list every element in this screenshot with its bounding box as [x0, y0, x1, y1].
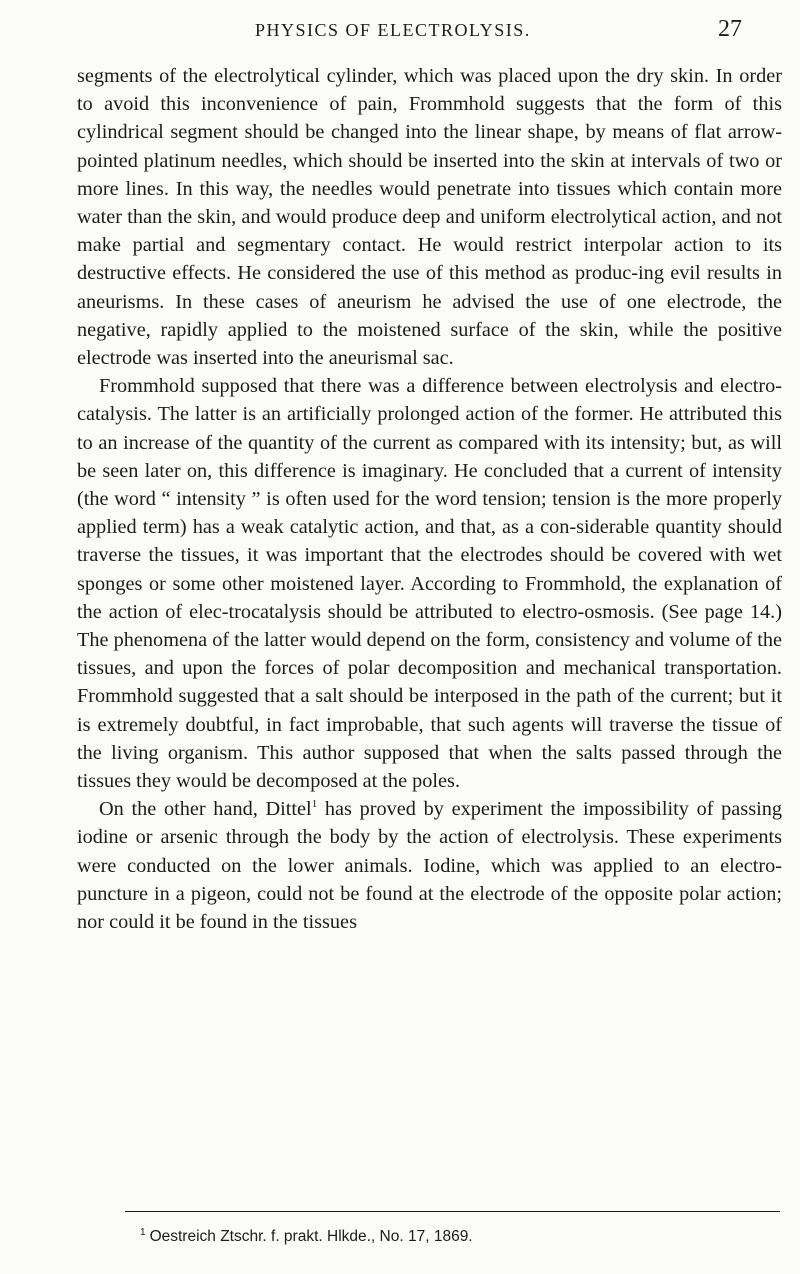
footnote-divider [125, 1211, 780, 1212]
paragraph-3 [77, 795, 782, 936]
footnote-reference: 1 [311, 798, 318, 811]
running-title: PHYSICS OF ELECTROLYSIS. [255, 20, 531, 40]
paragraph-2: Frommhold supposed that there was a difference between electrolysis and electro-catalysis. The latter is an artificially prolonged action of the former. He attributed this to an increase of the quantity of the current as compared with its intensity; but, as will be seen later on, this difference is imaginary. He concluded that a current of intensity (the word “ intensity ” is often used for the word tension; tension is the more properly applied term) has a weak catalytic action, and that, as a con-siderable quantity should traverse the tissues, it was important that the electrodes should be covered with wet sponges or some other moistened layer. According to Frommhold, the explanation of the action of elec-trocatalysis should be attributed to electro-osmosis. (See page 14.) The phenomena of the latter would depend on the form, consistency and volume of the tissues, and upon the forces of polar decomposition and mechanical transportation. Frommhold suggested that a salt should be interposed in the path of the current; but it is extremely doubtful, in fact improbable, that such agents will traverse the tissue of the living organism. This author supposed that when the salts passed through the tissues they would be decomposed at the poles. [77, 375, 782, 793]
page-number: 27 [718, 16, 742, 42]
paragraph-3-rest: has proved by experiment the impossibility of passing iodine or arsenic through the body by the action of electrolysis. These experiments were conducted on the lower animals. Iodine, which was applied to an electro-puncture in a pigeon, could not be found at the electrode of the opposite polar action; nor could it be found in the tissues [77, 798, 783, 934]
paragraph-3-start: On the other hand, Dittel [99, 798, 312, 821]
footnote-text: Oestreich Ztschr. f. prakt. Hlkde., No. 17, 1869. [149, 1228, 473, 1245]
footnote-marker: 1 [140, 1226, 146, 1238]
paragraph-1: segments of the electrolytical cylinder, which was placed upon the dry skin. In order to avoid this inconvenience of pain, Frommhold suggests that the form of this cylindrical segment should be changed into the linear shape, by means of flat arrow-pointed platinum needles, which should be inserted into the skin at intervals of two or more lines. In this way, the needles would penetrate into tissues which contain more water than the skin, and would produce deep and uniform electrolytical action, and not make partial and segmentary contact. He would restrict interpolar action to its destructive effects. He considered the use of this method as produc-ing evil results in aneurisms. In these cases of aneurism he advised the use of one electrode, the negative, rapidly applied to the moistened surface of the skin, while the positive electrode was inserted into the aneurismal sac. [77, 65, 782, 370]
footnote [140, 1228, 473, 1246]
body-text [77, 62, 782, 936]
